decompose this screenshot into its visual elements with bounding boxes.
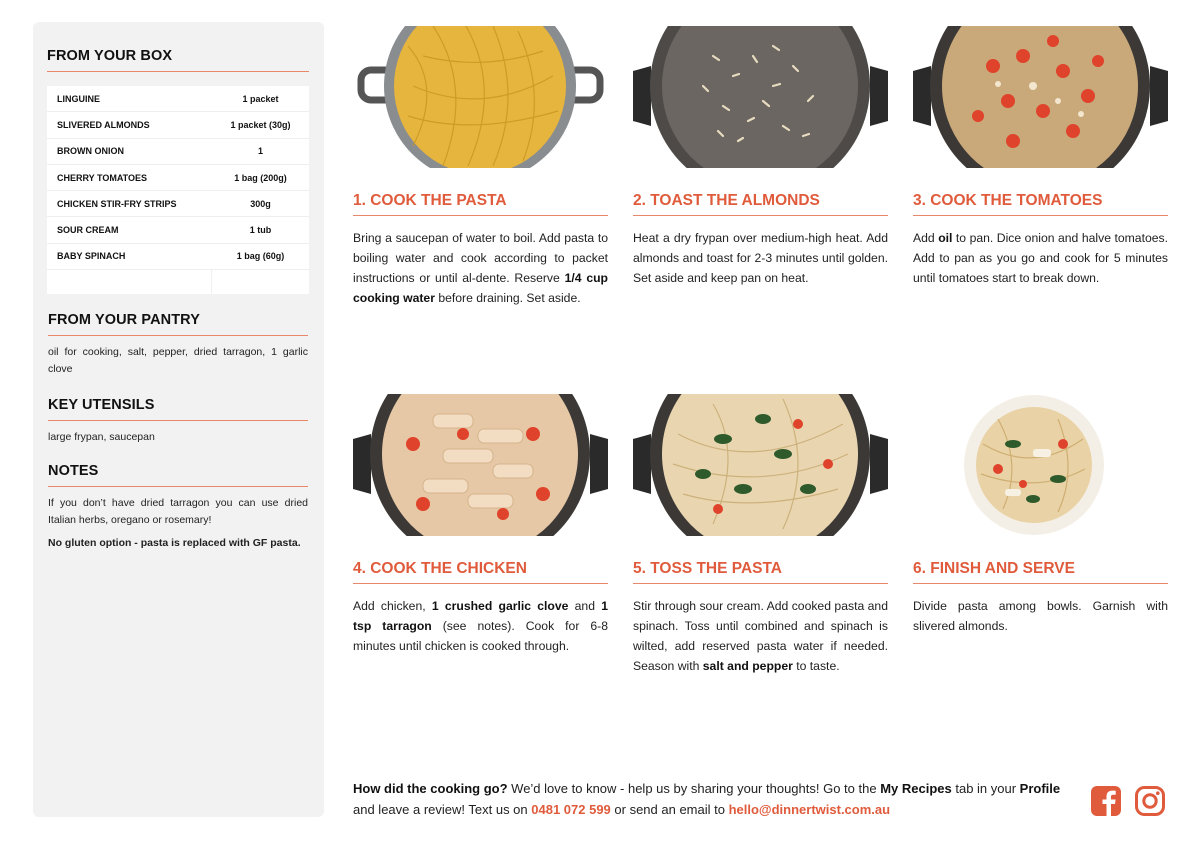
step-5-title: 5. TOSS THE PASTA: [633, 560, 888, 584]
ingredient-name: CHICKEN STIR-FRY STRIPS: [57, 198, 177, 209]
step-1: [353, 26, 608, 308]
ingredient-qty: 1 packet (30g): [230, 119, 291, 130]
step-body-text: Stir through sour cream. Add cooked pasta and spinach. Toss until combined and spinach is wilted, add reserved pasta water if needed. Season with: [633, 599, 888, 673]
step-body-text: Add: [913, 231, 939, 245]
instagram-icon[interactable]: [1134, 785, 1166, 817]
step-body-highlight: 1 tsp tarragon: [353, 599, 608, 633]
profile-link[interactable]: Profile: [1019, 781, 1061, 796]
ingredient-row: [47, 244, 309, 270]
notes-gluten-text: No gluten option - pasta is replaced with GF pasta.: [48, 537, 301, 549]
step-4-title: 4. COOK THE CHICKEN: [353, 560, 608, 584]
step-1-title: 1. COOK THE PASTA: [353, 192, 608, 216]
feedback-question: How did the cooking go?: [353, 781, 508, 796]
pantry-text: oil for cooking, salt, pepper, dried tarragon, 1 garlic clove: [48, 346, 308, 375]
step-body-text: Divide pasta among bowls. Garnish with slivered almonds.: [913, 599, 1168, 633]
ingredient-row-empty: [47, 270, 309, 294]
ingredient-qty: 300g: [250, 198, 271, 209]
pantry-section: [48, 312, 308, 378]
step-body-text: to pan. Dice onion and halve tomatoes. Add to pan as you go and cook for 5 minutes until tomatoes start to break down.: [913, 231, 1168, 285]
step-body-text: Add chicken,: [353, 599, 432, 613]
step-6-photo: [913, 394, 1168, 536]
step-body-text: (see notes). Cook for 6-8 minutes until chicken is cooked through.: [353, 619, 609, 653]
step-5-photo: [633, 394, 888, 536]
step-body-highlight: salt and pepper: [702, 659, 793, 673]
step-2: [633, 26, 888, 288]
my-recipes-link[interactable]: My Recipes: [880, 781, 952, 796]
ingredient-name: BABY SPINACH: [57, 251, 126, 262]
notes-text: If you don’t have dried tarragon you can use dried Italian herbs, oregano or rosemary!: [48, 497, 308, 526]
step-3-body: [913, 228, 1168, 288]
step-2-body: [633, 228, 888, 288]
ingredient-qty: 1 bag (200g): [234, 172, 287, 183]
feedback-text-4: or send an email to: [610, 802, 729, 817]
ingredient-qty: 1 packet: [242, 93, 279, 104]
pantry-heading: FROM YOUR PANTRY: [48, 312, 308, 336]
step-body-highlight: 1/4 cup cooking water: [353, 271, 608, 305]
step-5: [633, 394, 888, 676]
ingredient-name: SLIVERED ALMONDS: [57, 119, 150, 130]
ingredient-name: LINGUINE: [57, 93, 101, 104]
ingredient-name: BROWN ONION: [57, 146, 124, 157]
from-your-box-heading: FROM YOUR BOX: [47, 48, 309, 72]
step-4-body: [353, 596, 608, 656]
utensils-heading: KEY UTENSILS: [48, 397, 308, 421]
ingredient-row: [47, 191, 309, 217]
ingredients-sidebar: [33, 22, 324, 817]
utensils-section: [48, 397, 308, 446]
ingredients-table: [47, 86, 309, 294]
ingredient-row: [47, 217, 309, 243]
step-body-highlight: oil: [938, 231, 953, 245]
step-4: [353, 394, 608, 656]
ingredient-name: SOUR CREAM: [57, 225, 119, 236]
step-3: [913, 26, 1168, 288]
step-5-body: [633, 596, 888, 676]
feedback-text-1: We’d love to know - help us by sharing your thoughts! Go to the: [507, 781, 881, 796]
feedback-text-2: tab in your: [951, 781, 1020, 796]
step-body-text: and: [568, 599, 602, 613]
step-2-title: 2. TOAST THE ALMONDS: [633, 192, 888, 216]
email-link[interactable]: hello@dinnertwist.com.au: [728, 802, 891, 817]
step-4-photo: [353, 394, 608, 536]
ingredient-row: [47, 112, 309, 138]
notes-heading: NOTES: [48, 463, 308, 487]
ingredient-name: CHERRY TOMATOES: [57, 172, 148, 183]
step-1-photo: [353, 26, 608, 168]
step-body-text: before draining. Set aside.: [434, 291, 581, 305]
feedback-footer: [353, 778, 1073, 820]
step-body-highlight: 1 crushed garlic clove: [431, 599, 569, 613]
step-6-body: [913, 596, 1168, 636]
step-1-body: [353, 228, 608, 308]
feedback-text-3: and leave a review! Text us on: [353, 802, 532, 817]
step-body-text: Bring a saucepan of water to boil. Add pasta to boiling water and cook according to packet instructions or until al-dente. Reserve: [353, 231, 608, 285]
step-3-photo: [913, 26, 1168, 168]
facebook-icon[interactable]: [1090, 785, 1122, 817]
step-6: [913, 394, 1168, 636]
utensils-text: large frypan, saucepan: [48, 431, 155, 443]
ingredient-row: [47, 139, 309, 165]
phone-number[interactable]: 0481 072 599: [531, 802, 611, 817]
ingredient-qty: 1 bag (60g): [236, 251, 285, 262]
step-6-title: 6. FINISH AND SERVE: [913, 560, 1168, 584]
ingredient-row: [47, 86, 309, 112]
ingredient-row: [47, 165, 309, 191]
ingredient-qty: 1: [257, 146, 263, 157]
step-3-title: 3. COOK THE TOMATOES: [913, 192, 1168, 216]
notes-section: [48, 463, 308, 552]
step-body-text: to taste.: [792, 659, 840, 673]
from-your-box-section: [47, 48, 309, 294]
ingredient-qty: 1 tub: [249, 225, 272, 236]
step-body-text: Heat a dry frypan over medium-high heat. Add almonds and toast for 2-3 minutes until golden. Set aside and keep pan on heat.: [633, 231, 888, 285]
step-2-photo: [633, 26, 888, 168]
